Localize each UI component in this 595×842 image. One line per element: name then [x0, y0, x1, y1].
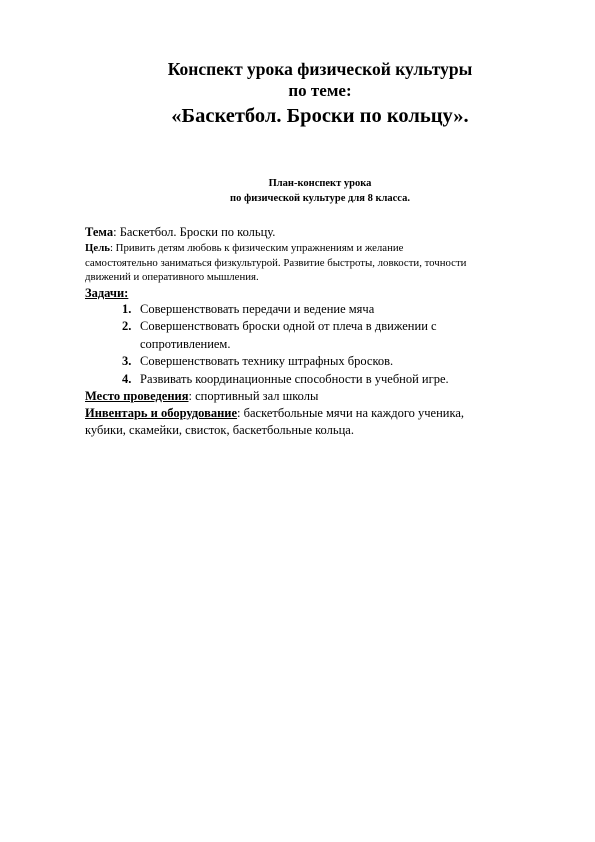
document-body	[85, 224, 555, 439]
task-number: 2.	[122, 319, 132, 333]
document-subtitle	[0, 176, 595, 206]
task-number: 3.	[122, 354, 132, 368]
title-line-1: Конспект урока физической культуры	[167, 59, 473, 79]
title-line-3: «Баскетбол. Броски по кольцу».	[171, 105, 469, 127]
task-text-continued: сопротивлением.	[140, 336, 231, 351]
task-text: Совершенствовать броски одной от плеча в движении с	[140, 319, 437, 333]
equipment-label: Инвентарь и оборудование	[85, 406, 238, 420]
place-value: : спортивный зал школы	[188, 389, 319, 403]
task-number: 4.	[122, 371, 132, 386]
place-line	[85, 388, 555, 405]
task-text: Развивать координационные способности в учебной игре.	[140, 371, 449, 386]
task-item-3	[122, 353, 555, 371]
place-label: Место проведения	[85, 389, 189, 403]
task-number: 1.	[122, 301, 132, 316]
goal-line-1	[85, 241, 555, 256]
subtitle-line-2: по физической культуре для 8 класса.	[230, 193, 410, 204]
goal-text-1: : Привить детям любовь к физическим упражнениям и желание	[109, 242, 404, 254]
task-item-1	[122, 301, 555, 319]
task-text: Совершенствовать передачи и ведение мяча	[140, 301, 375, 316]
task-item-4	[122, 371, 555, 389]
goal-paragraph	[85, 241, 555, 285]
subtitle-line-1: План-конспект урока	[268, 178, 372, 189]
topic-label: Тема	[85, 225, 114, 239]
tasks-heading: Задачи:	[85, 285, 129, 300]
goal-label: Цель	[85, 242, 110, 254]
topic-line	[85, 224, 555, 240]
document-title	[0, 58, 595, 130]
task-item-2	[122, 318, 555, 353]
goal-line-3: движений и оперативного мышления.	[85, 271, 259, 283]
equipment-text-1: : баскетбольные мячи на каждого ученика,	[237, 406, 465, 420]
equipment-line-1	[85, 405, 555, 422]
equipment-line-2: кубики, скамейки, свисток, баскетбольные кольца.	[85, 423, 354, 437]
goal-line-2: самостоятельно заниматься физкультурой. Развитие быстроты, ловкости, точности	[85, 256, 467, 269]
tasks-list	[85, 301, 555, 389]
task-text: Совершенствовать технику штрафных бросков.	[140, 354, 394, 368]
topic-value: : Баскетбол. Броски по кольцу.	[113, 225, 276, 239]
equipment-paragraph	[85, 405, 555, 439]
title-line-2: по теме:	[288, 81, 352, 100]
